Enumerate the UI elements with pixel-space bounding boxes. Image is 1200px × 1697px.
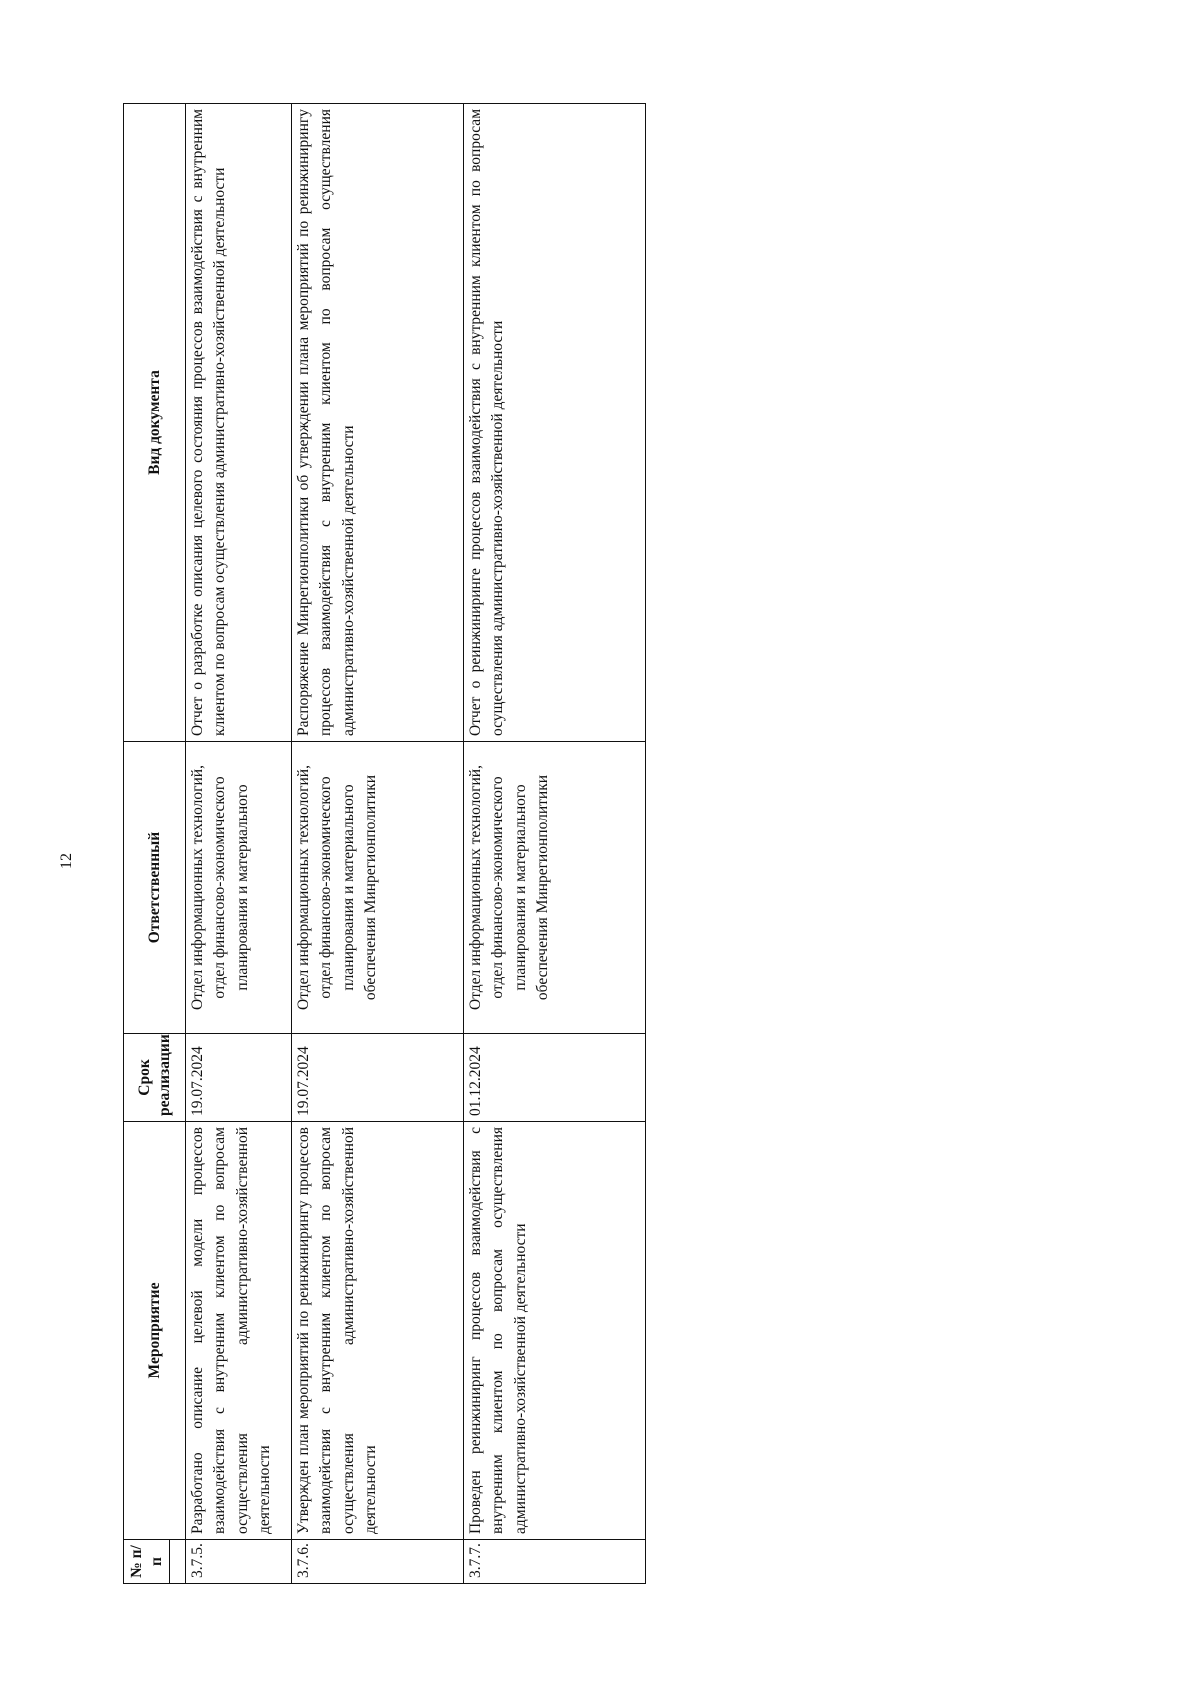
rotated-table-container — [123, 104, 645, 1584]
table-row — [464, 104, 646, 1584]
row-doc-type: Отчет о разработке описания целевого состояния процессов взаимодействия с внутренним клиентом по вопросам осуществления административно-хозяйственной деятельности — [186, 104, 292, 742]
row-num: 3.7.5. — [186, 1540, 292, 1584]
header-doc-type: Вид документа — [124, 104, 186, 742]
header-deadline: Срок реализации — [124, 1034, 186, 1122]
header-event: Мероприятие — [124, 1122, 186, 1540]
table-row — [292, 104, 464, 1584]
row-doc-type: Отчет о реинжиниринге процессов взаимодействия с внутренним клиентом по вопросам осуществления административно-хозяйственной деятельности — [464, 104, 646, 742]
events-table — [123, 103, 646, 1584]
row-event: Проведен реинжиниринг процессов взаимодействия с внутренним клиентом по вопросам осуществления административно-хозяйственной деятельности — [464, 1122, 646, 1540]
header-responsible: Ответственный — [124, 742, 186, 1034]
row-responsible: Отдел информационных технологий, отдел финансово-экономического планирования и материального обеспечения Минрегионполитики — [464, 742, 646, 1034]
row-event: Утвержден план мероприятий по реинжинирингу процессов взаимодействия с внутренним клиентом по вопросам осуществления административно-хозяйственной деятельности — [292, 1122, 464, 1540]
row-responsible: Отдел информационных технологий, отдел финансово-экономического планирования и материального — [186, 742, 292, 1034]
page-number: 12 — [58, 853, 75, 869]
header-num-spacer — [170, 1540, 186, 1584]
row-doc-type: Распоряжение Минрегионполитики об утверждении плана мероприятий по реинжинирингу процессов взаимодействия с внутренним клиентом по вопросам осуществления административно-хозяйственной деятельности — [292, 104, 464, 742]
header-num: № п/п — [124, 1540, 170, 1584]
row-deadline: 19.07.2024 — [186, 1034, 292, 1122]
row-deadline: 19.07.2024 — [292, 1034, 464, 1122]
row-deadline: 01.12.2024 — [464, 1034, 646, 1122]
table-row — [186, 104, 292, 1584]
row-responsible: Отдел информационных технологий, отдел финансово-экономического планирования и материального обеспечения Минрегионполитики — [292, 742, 464, 1034]
row-num: 3.7.6. — [292, 1540, 464, 1584]
row-event: Разработано описание целевой модели процессов взаимодействия с внутренним клиентом по вопросам осуществления административно-хозяйственной деятельности — [186, 1122, 292, 1540]
table-header-row — [124, 104, 170, 1584]
row-num: 3.7.7. — [464, 1540, 646, 1584]
